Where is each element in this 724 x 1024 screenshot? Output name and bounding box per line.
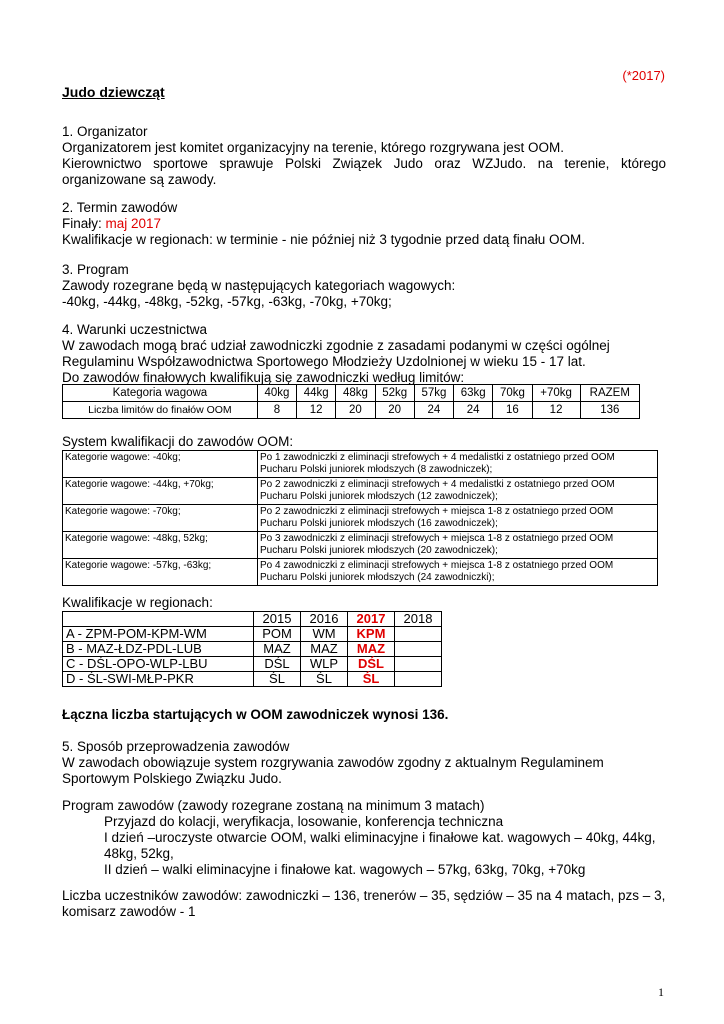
- table-cell: +70kg: [532, 385, 580, 402]
- year-tag: (*2017): [622, 68, 665, 83]
- qualification-system-table: [62, 450, 658, 586]
- table-cell: RAZEM: [580, 385, 639, 402]
- table-cell: 70kg: [493, 385, 532, 402]
- table-cell: 24: [454, 402, 493, 419]
- table-cell: [395, 627, 442, 642]
- table-cell: 12: [532, 402, 580, 419]
- table-row: [63, 478, 658, 505]
- table-cell: KPM: [348, 627, 395, 642]
- table-cell: [63, 612, 254, 627]
- paragraph: Kierownictwo sportowe sprawuje Polski Związek Judo oraz WZJudo. na terenie, którego organizowane są zawody.: [62, 156, 666, 187]
- paragraph: Do zawodów finałowych kwalifikują się zawodniczki według limitów:: [62, 370, 465, 385]
- page-number: 1: [658, 985, 664, 999]
- rule-cell: [258, 559, 658, 586]
- paragraph: Sportowym Polskiego Związku Judo.: [62, 771, 282, 786]
- rule-cell: [258, 451, 658, 478]
- rule-cell: [258, 505, 658, 532]
- table-row: [63, 402, 640, 419]
- rule-line: Po 4 zawodniczki z eliminacji strefowych + miejsca 1-8 z ostatniego przed OOM: [260, 560, 614, 571]
- table-cell: MAZ: [348, 642, 395, 657]
- table-row: [63, 627, 442, 642]
- program-day0: Przyjazd do kolacji, weryfikacja, losowanie, konferencja techniczna: [104, 814, 504, 829]
- table-cell: ŚL: [254, 672, 301, 687]
- table-cell: Liczba limitów do finałów OOM: [63, 402, 258, 419]
- table-cell: WM: [301, 627, 348, 642]
- table-cell: MAZ: [254, 642, 301, 657]
- rule-line: Po 2 zawodniczki z eliminacji strefowych + 4 medalistki z ostatniego przed OOM: [260, 479, 615, 490]
- category-cell: Kategorie wagowe: -48kg, 52kg;: [63, 532, 258, 559]
- table-cell: ŚL: [301, 672, 348, 687]
- table-cell: 48kg: [336, 385, 375, 402]
- section-heading: 3. Program: [62, 262, 129, 277]
- table-header-row: [63, 612, 442, 627]
- category-cell: Kategorie wagowe: -70kg;: [63, 505, 258, 532]
- category-cell: Kategorie wagowe: -40kg;: [63, 451, 258, 478]
- rule-line: Pucharu Polski juniorek młodszych (24 zawodniczki);: [260, 572, 495, 583]
- rule-line: Pucharu Polski juniorek młodszych (8 zawodniczek);: [260, 464, 493, 475]
- table-row: [63, 672, 442, 687]
- finals-value: maj 2017: [105, 216, 162, 231]
- paragraph: W zawodach mogą brać udział zawodniczki zgodnie z zasadami podanymi w części ogólnej: [62, 338, 610, 353]
- finals-line: [62, 216, 666, 232]
- table-row: [63, 505, 658, 532]
- regions-table: [62, 611, 442, 687]
- paragraph: Organizatorem jest komitet organizacyjny na terenie, którego rozgrywana jest OOM.: [62, 140, 564, 155]
- table-cell: [395, 642, 442, 657]
- program-block: [62, 798, 666, 878]
- region-name: D - ŚL-SWI-MŁP-PKR: [63, 672, 254, 687]
- table-cell: 2017: [348, 612, 395, 627]
- system-heading: System kwalifikacji do zawodów OOM:: [62, 434, 294, 449]
- program-day2: II dzień – walki eliminacyjne i finałowe kat. wagowych – 57kg, 63kg, 70kg, +70kg: [104, 862, 586, 877]
- rule-line: Po 3 zawodniczki z eliminacji strefowych + miejsca 1-8 z ostatniego przed OOM: [260, 533, 614, 544]
- category-cell: Kategorie wagowe: -44kg, +70kg;: [63, 478, 258, 505]
- rule-line: Po 2 zawodniczki z eliminacji strefowych + miejsca 1-8 z ostatniego przed OOM: [260, 506, 614, 517]
- finals-label: Finały:: [62, 216, 102, 231]
- region-name: C - DŚL-OPO-WLP-LBU: [63, 657, 254, 672]
- paragraph: -40kg, -44kg, -48kg, -52kg, -57kg, -63kg, -70kg, +70kg;: [62, 294, 392, 309]
- rule-cell: [258, 478, 658, 505]
- table-cell: DŚL: [348, 657, 395, 672]
- rule-cell: [258, 532, 658, 559]
- table-cell: 2018: [395, 612, 442, 627]
- section-heading: 5. Sposób przeprowadzenia zawodów: [62, 739, 290, 754]
- program-day1: I dzień –uroczyste otwarcie OOM, walki eliminacyjne i finałowe kat. wagowych – 40kg, 44kg, 48kg, 52kg,: [104, 830, 656, 861]
- section-heading: 4. Warunki uczestnictwa: [62, 322, 208, 337]
- limits-table: [62, 384, 640, 419]
- section-organizer: [62, 124, 666, 188]
- table-cell: 63kg: [454, 385, 493, 402]
- table-row: [63, 642, 442, 657]
- table-cell: 8: [257, 402, 296, 419]
- table-cell: MAZ: [301, 642, 348, 657]
- regions-heading: Kwalifikacje w regionach:: [62, 595, 213, 610]
- table-cell: 16: [493, 402, 532, 419]
- region-name: B - MAZ-ŁDZ-PDL-LUB: [63, 642, 254, 657]
- section-heading: 1. Organizator: [62, 124, 148, 139]
- table-cell: [395, 657, 442, 672]
- category-cell: Kategorie wagowe: -57kg, -63kg;: [63, 559, 258, 586]
- table-row: [63, 559, 658, 586]
- table-cell: 20: [336, 402, 375, 419]
- table-cell: 136: [580, 402, 639, 419]
- paragraph: Regulaminu Współzawodnictwa Sportowego Młodzieży Uzdolnionej w wieku 15 - 17 lat.: [62, 354, 586, 369]
- paragraph: W zawodach obowiązuje system rozgrywania zawodów zgodny z aktualnym Regulaminem: [62, 755, 604, 770]
- rule-line: Pucharu Polski juniorek młodszych (20 zawodniczek);: [260, 545, 498, 556]
- total-note: Łączna liczba startujących w OOM zawodniczek wynosi 136.: [62, 707, 449, 722]
- table-cell: 2015: [254, 612, 301, 627]
- table-cell: 57kg: [414, 385, 453, 402]
- table-cell: 20: [375, 402, 414, 419]
- table-row: [63, 532, 658, 559]
- table-cell: ŚL: [348, 672, 395, 687]
- table-cell: POM: [254, 627, 301, 642]
- table-row: [63, 451, 658, 478]
- section-conditions: [62, 322, 666, 386]
- table-cell: 2016: [301, 612, 348, 627]
- table-cell: WLP: [301, 657, 348, 672]
- table-cell: 44kg: [297, 385, 336, 402]
- program-heading: Program zawodów (zawody rozegrane zostaną na minimum 3 matach): [62, 798, 485, 813]
- section-heading: 2. Termin zawodów: [62, 200, 178, 215]
- region-name: A - ZPM-POM-KPM-WM: [63, 627, 254, 642]
- table-cell: 40kg: [257, 385, 296, 402]
- table-cell: 12: [297, 402, 336, 419]
- table-row: [63, 657, 442, 672]
- participants-note: Liczba uczestników zawodów: zawodniczki – 136, trenerów – 35, sędziów – 35 na 4 matach, pzs – 3, komisarz zawodów - 1: [62, 888, 666, 919]
- table-cell: 52kg: [375, 385, 414, 402]
- section-program: [62, 262, 666, 310]
- section-procedure: [62, 739, 666, 787]
- table-header-row: [63, 385, 640, 402]
- table-cell: [395, 672, 442, 687]
- page-title: Judo dziewcząt: [62, 84, 165, 100]
- paragraph: Kwalifikacje w regionach: w terminie - nie później niż 3 tygodnie przed datą finału OOM.: [62, 232, 586, 247]
- paragraph: Zawody rozegrane będą w następujących kategoriach wagowych:: [62, 278, 456, 293]
- table-cell: DŚL: [254, 657, 301, 672]
- rule-line: Po 1 zawodniczki z eliminacji strefowych + 4 medalistki z ostatniego przed OOM: [260, 452, 615, 463]
- table-cell: Kategoria wagowa: [63, 385, 258, 402]
- rule-line: Pucharu Polski juniorek młodszych (16 zawodniczek);: [260, 518, 498, 529]
- rule-line: Pucharu Polski juniorek młodszych (12 zawodniczek);: [260, 491, 498, 502]
- section-dates: [62, 200, 666, 248]
- table-cell: 24: [414, 402, 453, 419]
